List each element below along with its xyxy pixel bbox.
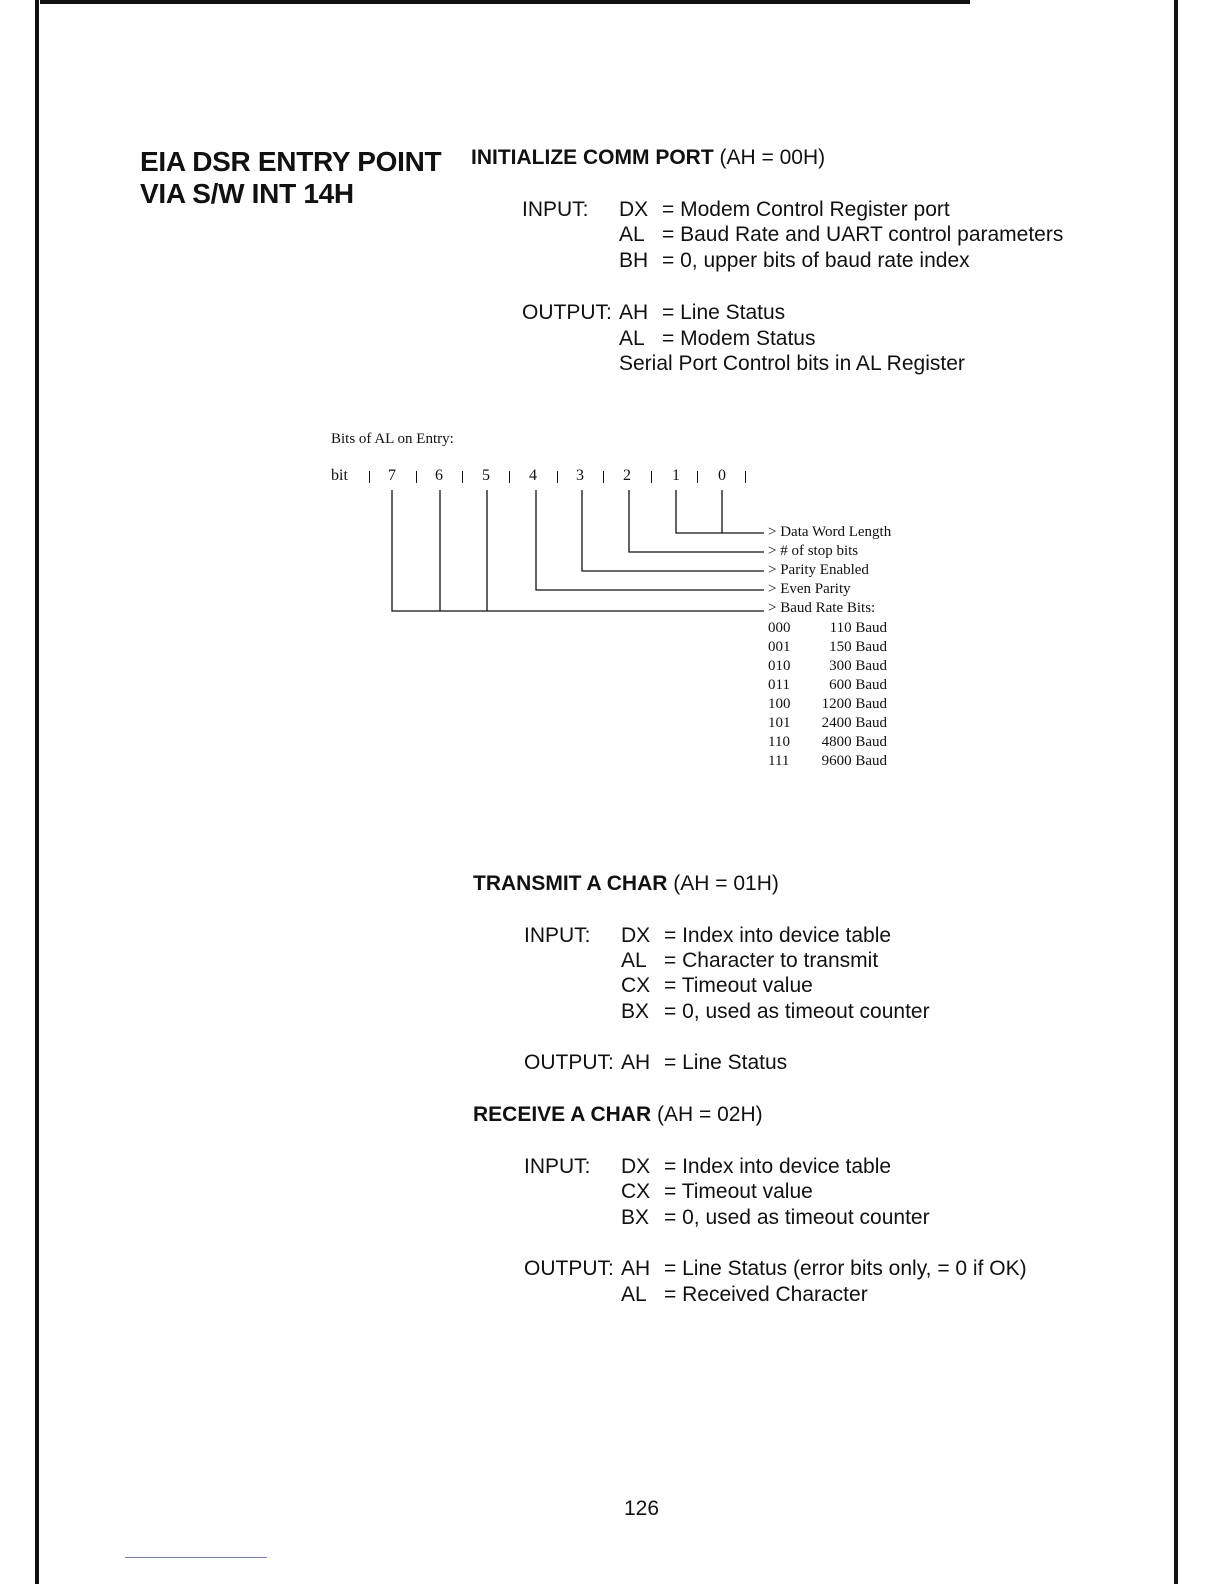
initialize-output-reg-al: AL (619, 327, 645, 350)
receive-input-reg-bx: BX (621, 1206, 650, 1229)
baud-code: 011 (768, 677, 790, 693)
transmit-input-reg-bx: BX (621, 1000, 650, 1023)
baud-rate: 2400 Baud (821, 715, 887, 731)
receive-input-desc-dx: = Index into device table (664, 1155, 892, 1178)
receive-output-reg-al: AL (621, 1283, 647, 1306)
baud-code: 101 (768, 715, 791, 731)
connector-bit-1 (676, 490, 764, 533)
baud-rate: 110 Baud (829, 620, 887, 636)
initialize-output-desc-al: = Modem Status (662, 327, 816, 350)
transmit-output-label: OUTPUT: (524, 1051, 614, 1074)
initialize-input-desc-bh: = 0, upper bits of baud rate index (662, 249, 970, 272)
baud-code: 000 (768, 620, 791, 636)
initialize-input-reg-al: AL (619, 223, 645, 246)
bit-1: 1 (672, 467, 680, 484)
receive-heading (473, 1103, 763, 1127)
baud-row (768, 753, 887, 770)
bit-6: 6 (435, 467, 443, 484)
initialize-output-desc-ah: = Line Status (662, 301, 786, 324)
receive-output-reg-ah: AH (621, 1257, 651, 1280)
baud-rate: 9600 Baud (821, 753, 887, 769)
baud-row (768, 658, 887, 675)
desc-baud-rate-bits: > Baud Rate Bits: (768, 600, 876, 616)
baud-row (768, 696, 887, 713)
baud-code: 001 (768, 639, 791, 655)
baud-row (768, 677, 887, 694)
receive-input-reg-dx: DX (621, 1155, 651, 1178)
receive-input-label: INPUT: (524, 1155, 591, 1178)
baud-row (768, 734, 887, 751)
baud-row (768, 639, 887, 656)
transmit-io-block (524, 923, 1124, 1083)
desc-data-word-length: > Data Word Length (768, 524, 892, 540)
transmit-input-desc-al: = Character to transmit (664, 949, 879, 972)
side-title-line-2: VIA S/W INT 14H (140, 178, 354, 209)
initialize-input-reg-bh: BH (619, 249, 649, 272)
baud-rate: 4800 Baud (821, 734, 887, 750)
receive-code: (AH = 02H) (656, 1103, 763, 1126)
transmit-code: (AH = 01H) (673, 872, 779, 895)
transmit-output-desc-ah: = Line Status (664, 1051, 788, 1074)
baud-code: 111 (768, 753, 790, 769)
page-number: 126 (624, 1497, 660, 1520)
transmit-heading (473, 872, 779, 896)
initialize-input-reg-dx: DX (619, 198, 649, 221)
bit-0: 0 (718, 467, 726, 484)
baud-code: 110 (768, 734, 790, 750)
transmit-input-reg-al: AL (621, 949, 647, 972)
transmit-input-reg-dx: DX (621, 924, 651, 947)
receive-output-desc-ah: = Line Status (error bits only, = 0 if OK) (664, 1257, 1027, 1280)
receive-input-reg-cx: CX (621, 1180, 651, 1203)
transmit-input-desc-cx: = Timeout value (664, 974, 813, 997)
baud-rate: 1200 Baud (821, 696, 887, 712)
receive-output-desc-al: = Received Character (664, 1283, 868, 1306)
baud-row (768, 715, 887, 732)
baud-code: 010 (768, 658, 791, 674)
bit-label: bit (331, 467, 348, 484)
initialize-note: Serial Port Control bits in AL Register (619, 352, 965, 375)
receive-input-desc-cx: = Timeout value (664, 1180, 813, 1203)
connector-bit-4 (536, 490, 764, 590)
initialize-input-desc-dx: = Modem Control Register port (662, 198, 950, 221)
bits-caption: Bits of AL on Entry: (331, 431, 454, 447)
baud-row (768, 620, 887, 637)
transmit-title: TRANSMIT A CHAR (473, 872, 668, 895)
initialize-input-desc-al: = Baud Rate and UART control parameters (662, 223, 1064, 246)
transmit-input-label: INPUT: (524, 924, 591, 947)
initialize-title: INITIALIZE COMM PORT (471, 146, 714, 169)
receive-io-block (524, 1154, 1124, 1314)
connector-bit-2 (629, 490, 764, 552)
transmit-input-reg-cx: CX (621, 974, 651, 997)
baud-rate: 600 Baud (829, 677, 887, 693)
initialize-output-label: OUTPUT: (522, 301, 612, 324)
connector-bit-7 (392, 490, 764, 611)
transmit-input-desc-bx: = 0, used as timeout counter (664, 1000, 930, 1023)
bit-5: 5 (482, 467, 490, 484)
side-title-line-1: EIA DSR ENTRY POINT (140, 146, 442, 177)
bit-4: 4 (529, 467, 537, 484)
desc-even-parity: > Even Parity (768, 581, 851, 597)
transmit-input-desc-dx: = Index into device table (664, 924, 892, 947)
initialize-code: (AH = 00H) (719, 146, 826, 169)
baud-code: 100 (768, 696, 791, 712)
desc-stop-bits: > # of stop bits (768, 543, 859, 559)
transmit-output-reg-ah: AH (621, 1051, 651, 1074)
initialize-input-label: INPUT: (522, 198, 589, 221)
receive-output-label: OUTPUT: (524, 1257, 614, 1280)
receive-title: RECEIVE A CHAR (473, 1103, 652, 1126)
bit-7: 7 (388, 467, 396, 484)
bit-2: 2 (623, 467, 631, 484)
baud-rate: 150 Baud (829, 639, 887, 655)
desc-parity-enabled: > Parity Enabled (768, 562, 869, 578)
connector-bit-3 (582, 490, 764, 571)
baud-rate: 300 Baud (829, 658, 887, 674)
bit-3: 3 (576, 467, 584, 484)
initialize-output-reg-ah: AH (619, 301, 649, 324)
receive-input-desc-bx: = 0, used as timeout counter (664, 1206, 930, 1229)
